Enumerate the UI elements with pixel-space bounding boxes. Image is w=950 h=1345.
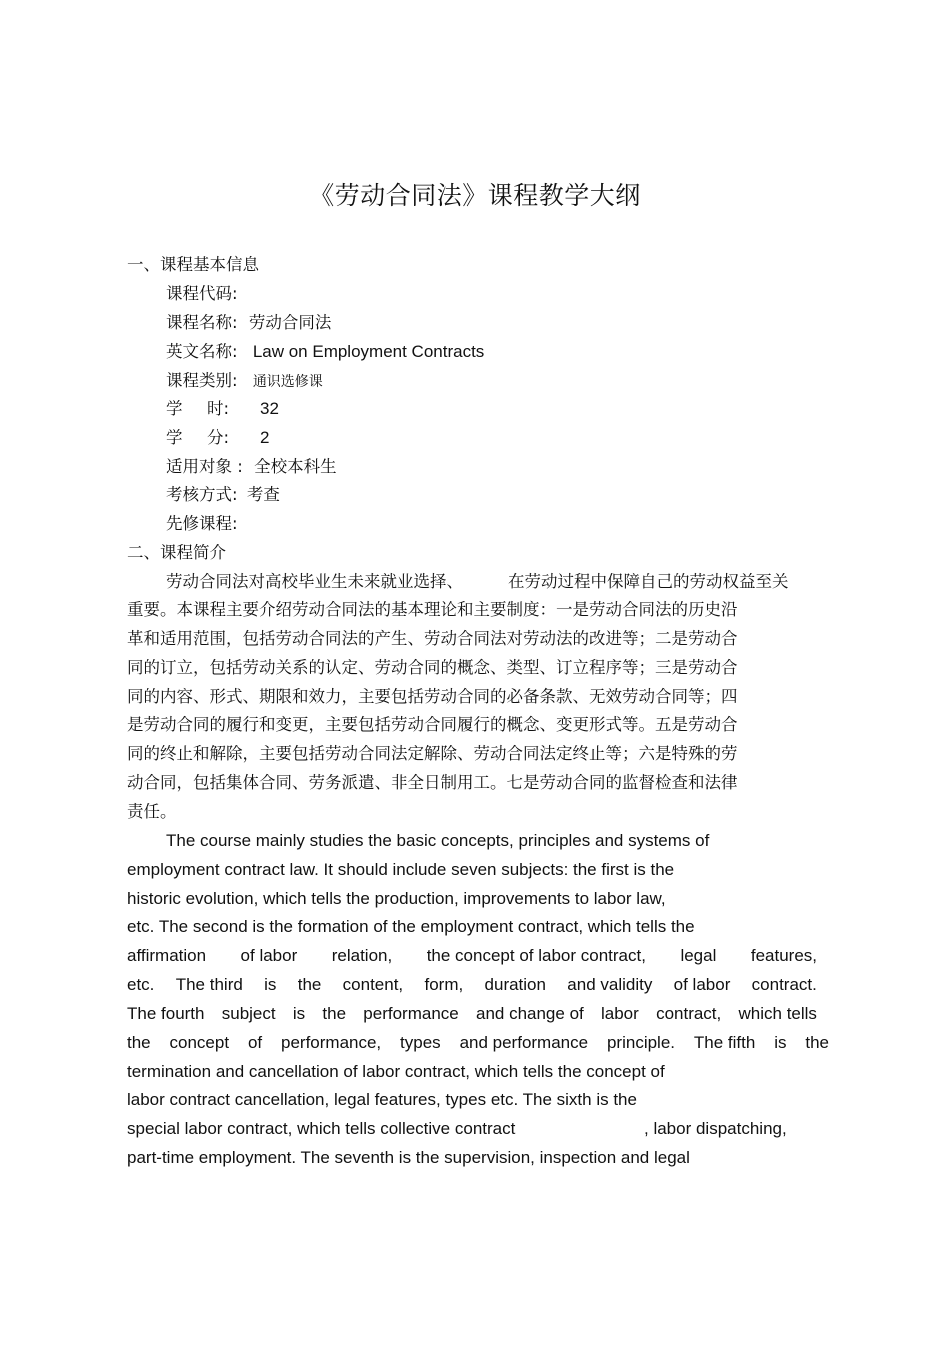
en-word: The third: [175, 975, 243, 994]
en-word: principle.: [606, 1033, 676, 1052]
course-name-field: [166, 311, 331, 335]
en-line-12: part-time employment. The seventh is the supervision, inspection and legal: [127, 1148, 690, 1167]
en-word: the: [805, 1033, 829, 1052]
en-word: relation,: [331, 946, 393, 965]
credit-field: [166, 426, 316, 450]
target-field: [166, 455, 337, 479]
en-word: of: [247, 1033, 263, 1052]
en-word: performance,: [281, 1033, 382, 1052]
en-line-11a: special labor contract, which tells collective contract: [127, 1119, 516, 1138]
cn-line-9: 责任。: [127, 802, 177, 821]
cn-line-8: 动合同，包括集体合同、劳务派遣、非全日制用工。七是劳动合同的监督检查和法律: [127, 773, 738, 792]
en-word: subject: [221, 1004, 276, 1023]
en-line-3: historic evolution, which tells the production, improvements to labor law,: [127, 889, 666, 908]
cn-line-2: 重要。本课程主要介绍劳动合同法的基本理论和主要制度：一是劳动合同法的历史沿: [127, 600, 738, 619]
cn-line-1b: 在劳动过程中保障自己的劳动权益至关: [508, 572, 789, 591]
en-word: and change of: [475, 1004, 584, 1023]
credit-value: 2: [260, 428, 270, 447]
en-word: etc.: [127, 975, 155, 994]
en-word: of labor: [240, 946, 298, 965]
cn-line-5: 同的内容、形式、期限和效力，主要包括劳动合同的必备条款、无效劳动合同等；四: [127, 687, 738, 706]
en-line-1: The course mainly studies the basic concepts, principles and systems of: [166, 831, 710, 850]
en-word: contract.: [751, 975, 817, 994]
en-line-7: [127, 1002, 817, 1026]
cn-line-1a: 劳动合同法对高校毕业生未来就业选择、: [166, 572, 463, 591]
hours-label-b: 时:: [207, 399, 230, 418]
en-word: the: [322, 1004, 347, 1023]
en-word: affirmation: [127, 946, 207, 965]
hours-label-a: 学: [166, 399, 183, 418]
section-heading-basic-info: 一、课程基本信息: [127, 255, 259, 274]
en-line-8: [127, 1031, 829, 1055]
page-title: 《劳动合同法》课程教学大纲: [309, 181, 641, 210]
english-name-label: 英文名称:: [166, 342, 238, 361]
target-value: 全校本科生: [254, 457, 337, 476]
en-line-10: labor contract cancellation, legal features, types etc. The sixth is the: [127, 1090, 637, 1109]
en-word: the: [297, 975, 322, 994]
en-word: legal: [680, 946, 717, 965]
course-type-value: 通识选修课: [252, 374, 323, 390]
en-line-2: employment contract law. It should include seven subjects: the first is the: [127, 860, 675, 879]
hours-value: 32: [260, 399, 279, 418]
en-word: the: [127, 1033, 151, 1052]
hours-field: [166, 397, 316, 421]
en-word: and validity: [567, 975, 653, 994]
en-word: content,: [342, 975, 404, 994]
en-word: the concept of labor contract,: [426, 946, 646, 965]
cn-line-7: 同的终止和解除，主要包括劳动合同法定解除、劳动合同法定终止等；六是特殊的劳: [127, 744, 738, 763]
english-name-field: [166, 340, 484, 364]
credit-label-b: 分:: [207, 428, 230, 447]
en-word: labor: [601, 1004, 639, 1023]
en-line-6: [127, 973, 817, 997]
english-name-value: Law on Employment Contracts: [252, 342, 485, 361]
en-word: performance: [363, 1004, 459, 1023]
course-name-label: 课程名称:: [166, 313, 238, 332]
en-word: features,: [750, 946, 817, 965]
en-word: which tells: [738, 1004, 817, 1023]
course-name-value: 劳动合同法: [248, 313, 332, 332]
credit-label-a: 学: [166, 428, 183, 447]
cn-line-6: 是劳动合同的履行和变更，主要包括劳动合同履行的概念、变更形式等。五是劳动合: [127, 715, 738, 734]
en-word: types: [400, 1033, 441, 1052]
course-type-field: [166, 369, 323, 394]
exam-label: 考核方式:: [166, 485, 238, 504]
section-heading-intro: 二、课程简介: [127, 543, 226, 562]
prereq-label: 先修课程:: [166, 514, 238, 533]
en-line-4: etc. The second is the formation of the employment contract, which tells the: [127, 917, 695, 936]
exam-field: [166, 483, 280, 507]
en-word: concept: [169, 1033, 230, 1052]
en-word: duration: [484, 975, 546, 994]
en-word: of labor: [673, 975, 731, 994]
en-line-9: termination and cancellation of labor contract, which tells the concept of: [127, 1062, 665, 1081]
en-word: The fifth: [693, 1033, 756, 1052]
en-word: form,: [424, 975, 464, 994]
exam-value: 考查: [246, 485, 280, 504]
course-code-label: 课程代码:: [166, 284, 238, 303]
en-word: The fourth: [127, 1004, 205, 1023]
en-line-5: [127, 944, 817, 968]
en-word: is: [292, 1004, 306, 1023]
course-type-label: 课程类别:: [166, 371, 238, 390]
en-word: and performance: [459, 1033, 589, 1052]
cn-line-3: 革和适用范围，包括劳动合同法的产生、劳动合同法对劳动法的改进等；二是劳动合: [127, 629, 738, 648]
en-word: is: [264, 975, 277, 994]
en-word: contract,: [656, 1004, 722, 1023]
en-line-11b: , labor dispatching,: [644, 1119, 787, 1138]
target-label: 适用对象 :: [166, 457, 243, 476]
cn-line-4: 同的订立，包括劳动关系的认定、劳动合同的概念、类型、订立程序等；三是劳动合: [127, 658, 738, 677]
en-word: is: [774, 1033, 787, 1052]
